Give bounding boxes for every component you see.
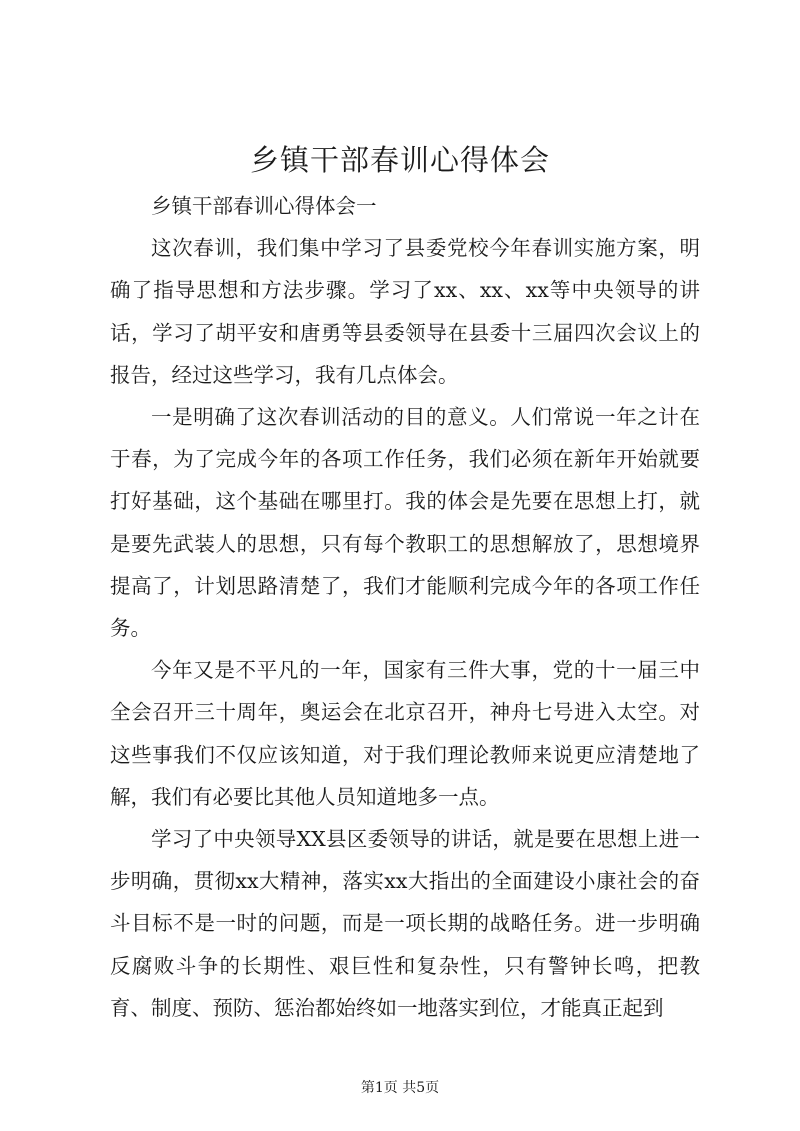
body-paragraph: 一是明确了这次春训活动的目的意义。人们常说一年之计在于春，为了完成今年的各项工作任务，我们必须在新年开始就要打好基础，这个基础在哪里打。我的体会是先要在思想上打，就是要先武装人的思想，只有每个教职工的思想解放了，思想境界提高了，计划思路清楚了，我们才能顺利完成今年的各项工作任务。 (110, 405, 700, 641)
body-paragraph: 今年又是不平凡的一年，国家有三件大事，党的十一届三中全会召开三十周年，奥运会在北京召开，神舟七号进入太空。对这些事我们不仅应该知道，对于我们理论教师来说更应清楚地了解，我们有必要比其他人员知道地多一点。 (110, 658, 700, 809)
document-body (110, 185, 700, 1029)
subtitle-paragraph: 乡镇干部春训心得体会一 (151, 194, 377, 218)
document-title: 乡镇干部春训心得体会 (249, 143, 550, 177)
page-number-footer: 第1页 共5页 (360, 1080, 440, 1096)
body-paragraph: 这次春训，我们集中学习了县委党校今年春训实施方案，明确了指导思想和方法步骤。学习了xx、xx、xx等中央领导的讲话，学习了胡平安和唐勇等县委领导在县委十三届四次会议上的报告，经过这些学习，我有几点体会。 (110, 236, 700, 387)
body-paragraph: 学习了中央领导XX县区委领导的讲话，就是要在思想上进一步明确，贯彻xx大精神，落实xx大指出的全面建设小康社会的奋斗目标不是一时的问题，而是一项长期的战略任务。进一步明确反腐败斗争的长期性、艰巨性和复杂性，只有警钟长鸣，把教育、制度、预防、惩治都始终如一地落实到位，才能真正起到 (110, 827, 700, 1020)
